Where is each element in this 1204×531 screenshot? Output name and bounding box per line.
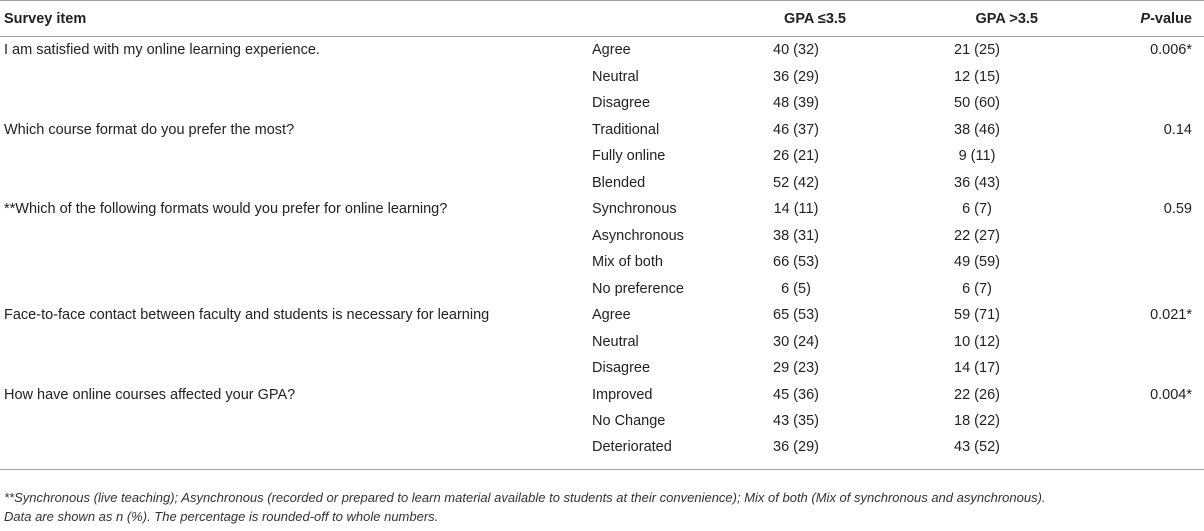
- cell-p-value: [1080, 90, 1204, 117]
- cell-p-value: 0.004*: [1150, 386, 1192, 403]
- cell-gpa-low: 48 (39): [773, 95, 819, 112]
- cell-p-value: [1080, 249, 1204, 276]
- cell-response: No preference: [592, 280, 684, 297]
- table-row: [0, 249, 1204, 276]
- table-row: [0, 223, 1204, 250]
- cell-gpa-low: 14 (11): [773, 201, 819, 218]
- cell-p-value: [1080, 64, 1204, 91]
- cell-response: Synchronous: [592, 201, 677, 218]
- cell-gpa-low: 29 (23): [773, 360, 819, 377]
- cell-gpa-high: 6 (7): [962, 201, 992, 218]
- table-body: [0, 37, 1204, 470]
- cell-gpa-high: 18 (22): [954, 413, 1000, 430]
- cell-response: Blended: [592, 174, 646, 191]
- cell-gpa-high: 12 (15): [954, 68, 1000, 85]
- cell-gpa-high: 49 (59): [954, 254, 1000, 271]
- cell-gpa-low: 43 (35): [773, 413, 819, 430]
- cell-gpa-low: 40 (32): [773, 42, 819, 59]
- cell-p-value: 0.59: [1163, 201, 1192, 218]
- cell-survey-item: Face-to-face contact between faculty and students is necessary for learning: [4, 307, 490, 324]
- cell-survey-item: How have online courses affected your GPA?: [4, 386, 296, 403]
- cell-p-value: [1080, 223, 1204, 250]
- table-row: [0, 90, 1204, 117]
- header-gpa-low: GPA ≤3.5: [726, 1, 850, 37]
- table-row: [0, 117, 1204, 144]
- table-row: [0, 143, 1204, 170]
- table-row: [0, 170, 1204, 197]
- cell-gpa-high: 9 (11): [958, 148, 996, 165]
- cell-p-value: 0.14: [1163, 121, 1192, 138]
- cell-response: Improved: [592, 386, 653, 403]
- cell-gpa-low: 45 (36): [773, 386, 819, 403]
- cell-response: No Change: [592, 413, 666, 430]
- cell-response: Deteriorated: [592, 435, 726, 470]
- cell-gpa-low: 6 (5): [781, 280, 811, 297]
- cell-p-value: [1080, 329, 1204, 356]
- cell-p-value: [1080, 435, 1204, 470]
- cell-p-value: [1080, 170, 1204, 197]
- cell-gpa-high: 14 (17): [954, 360, 1000, 377]
- cell-gpa-high: 21 (25): [954, 42, 1000, 59]
- cell-response: Traditional: [592, 121, 660, 138]
- cell-response: Agree: [592, 307, 631, 324]
- cell-p-value: [1080, 408, 1204, 435]
- cell-response: Mix of both: [592, 254, 663, 271]
- table-row: [0, 37, 1204, 64]
- header-survey-item: Survey item: [0, 1, 592, 37]
- table-footnote: [4, 488, 1138, 526]
- header-p-suffix: -value: [1150, 10, 1192, 27]
- cell-gpa-high: 22 (27): [954, 227, 1000, 244]
- cell-survey-item: I am satisfied with my online learning experience.: [4, 42, 320, 59]
- cell-p-value: 0.006*: [1150, 42, 1192, 59]
- cell-gpa-high: 50 (60): [954, 95, 1000, 112]
- header-response: [592, 1, 726, 37]
- cell-response: Disagree: [592, 360, 651, 377]
- cell-survey-item: [0, 329, 592, 356]
- cell-p-value: 0.021*: [1150, 307, 1192, 324]
- cell-survey-item: **Which of the following formats would you prefer for online learning?: [4, 201, 448, 218]
- header-p-letter: P: [1140, 10, 1151, 27]
- table-row: [0, 355, 1204, 382]
- cell-survey-item: [0, 408, 592, 435]
- table-row: [0, 382, 1204, 409]
- cell-gpa-low: 65 (53): [773, 307, 819, 324]
- cell-gpa-low: 46 (37): [773, 121, 819, 138]
- table-row: [0, 276, 1204, 303]
- table-header: [0, 1, 1204, 37]
- cell-response: Fully online: [592, 148, 666, 165]
- cell-gpa-high: 36 (43): [954, 174, 1000, 191]
- footnote-line-2: Data are shown as n (%). The percentage is rounded-off to whole numbers.: [4, 509, 439, 524]
- cell-gpa-high: 6 (7): [962, 280, 992, 297]
- cell-gpa-low: 30 (24): [773, 333, 819, 350]
- cell-gpa-high: 59 (71): [954, 307, 1000, 324]
- cell-survey-item: [0, 355, 592, 382]
- cell-response: Agree: [592, 42, 631, 59]
- cell-survey-item: [0, 223, 592, 250]
- cell-response: Asynchronous: [592, 227, 684, 244]
- cell-gpa-high: 38 (46): [954, 121, 1000, 138]
- table-row: [0, 435, 1204, 470]
- table-row: [0, 329, 1204, 356]
- cell-survey-item: [0, 249, 592, 276]
- cell-response: Neutral: [592, 68, 639, 85]
- cell-response: Neutral: [592, 333, 639, 350]
- cell-gpa-low: 52 (42): [773, 174, 819, 191]
- cell-gpa-low: 66 (53): [773, 254, 819, 271]
- cell-survey-item: [0, 170, 592, 197]
- header-row: [0, 1, 1204, 37]
- cell-p-value: [1080, 276, 1204, 303]
- cell-gpa-low: 36 (29): [726, 435, 850, 470]
- table-row: [0, 196, 1204, 223]
- table-row: [0, 408, 1204, 435]
- cell-gpa-high: 43 (52): [850, 435, 1080, 470]
- footnote-line-1: **Synchronous (live teaching); Asynchronous (recorded or prepared to learn material available to students at their convenience); Mix of both (Mix of synchronous and asynchronous).: [4, 490, 1046, 505]
- cell-gpa-low: 26 (21): [773, 148, 819, 165]
- cell-survey-item: [0, 435, 592, 470]
- cell-response: Disagree: [592, 95, 651, 112]
- cell-gpa-high: 22 (26): [954, 386, 1000, 403]
- header-p-value: [1080, 1, 1204, 37]
- cell-survey-item: Which course format do you prefer the most?: [4, 121, 295, 138]
- table-row: [0, 302, 1204, 329]
- cell-survey-item: [0, 276, 592, 303]
- cell-p-value: [1080, 355, 1204, 382]
- cell-gpa-low: 36 (29): [773, 68, 819, 85]
- cell-gpa-high: 10 (12): [954, 333, 1000, 350]
- cell-survey-item: [0, 90, 592, 117]
- header-gpa-high: GPA >3.5: [850, 1, 1080, 37]
- cell-gpa-low: 38 (31): [773, 227, 819, 244]
- cell-p-value: [1080, 143, 1204, 170]
- cell-survey-item: [0, 64, 592, 91]
- table-row: [0, 64, 1204, 91]
- cell-survey-item: [0, 143, 592, 170]
